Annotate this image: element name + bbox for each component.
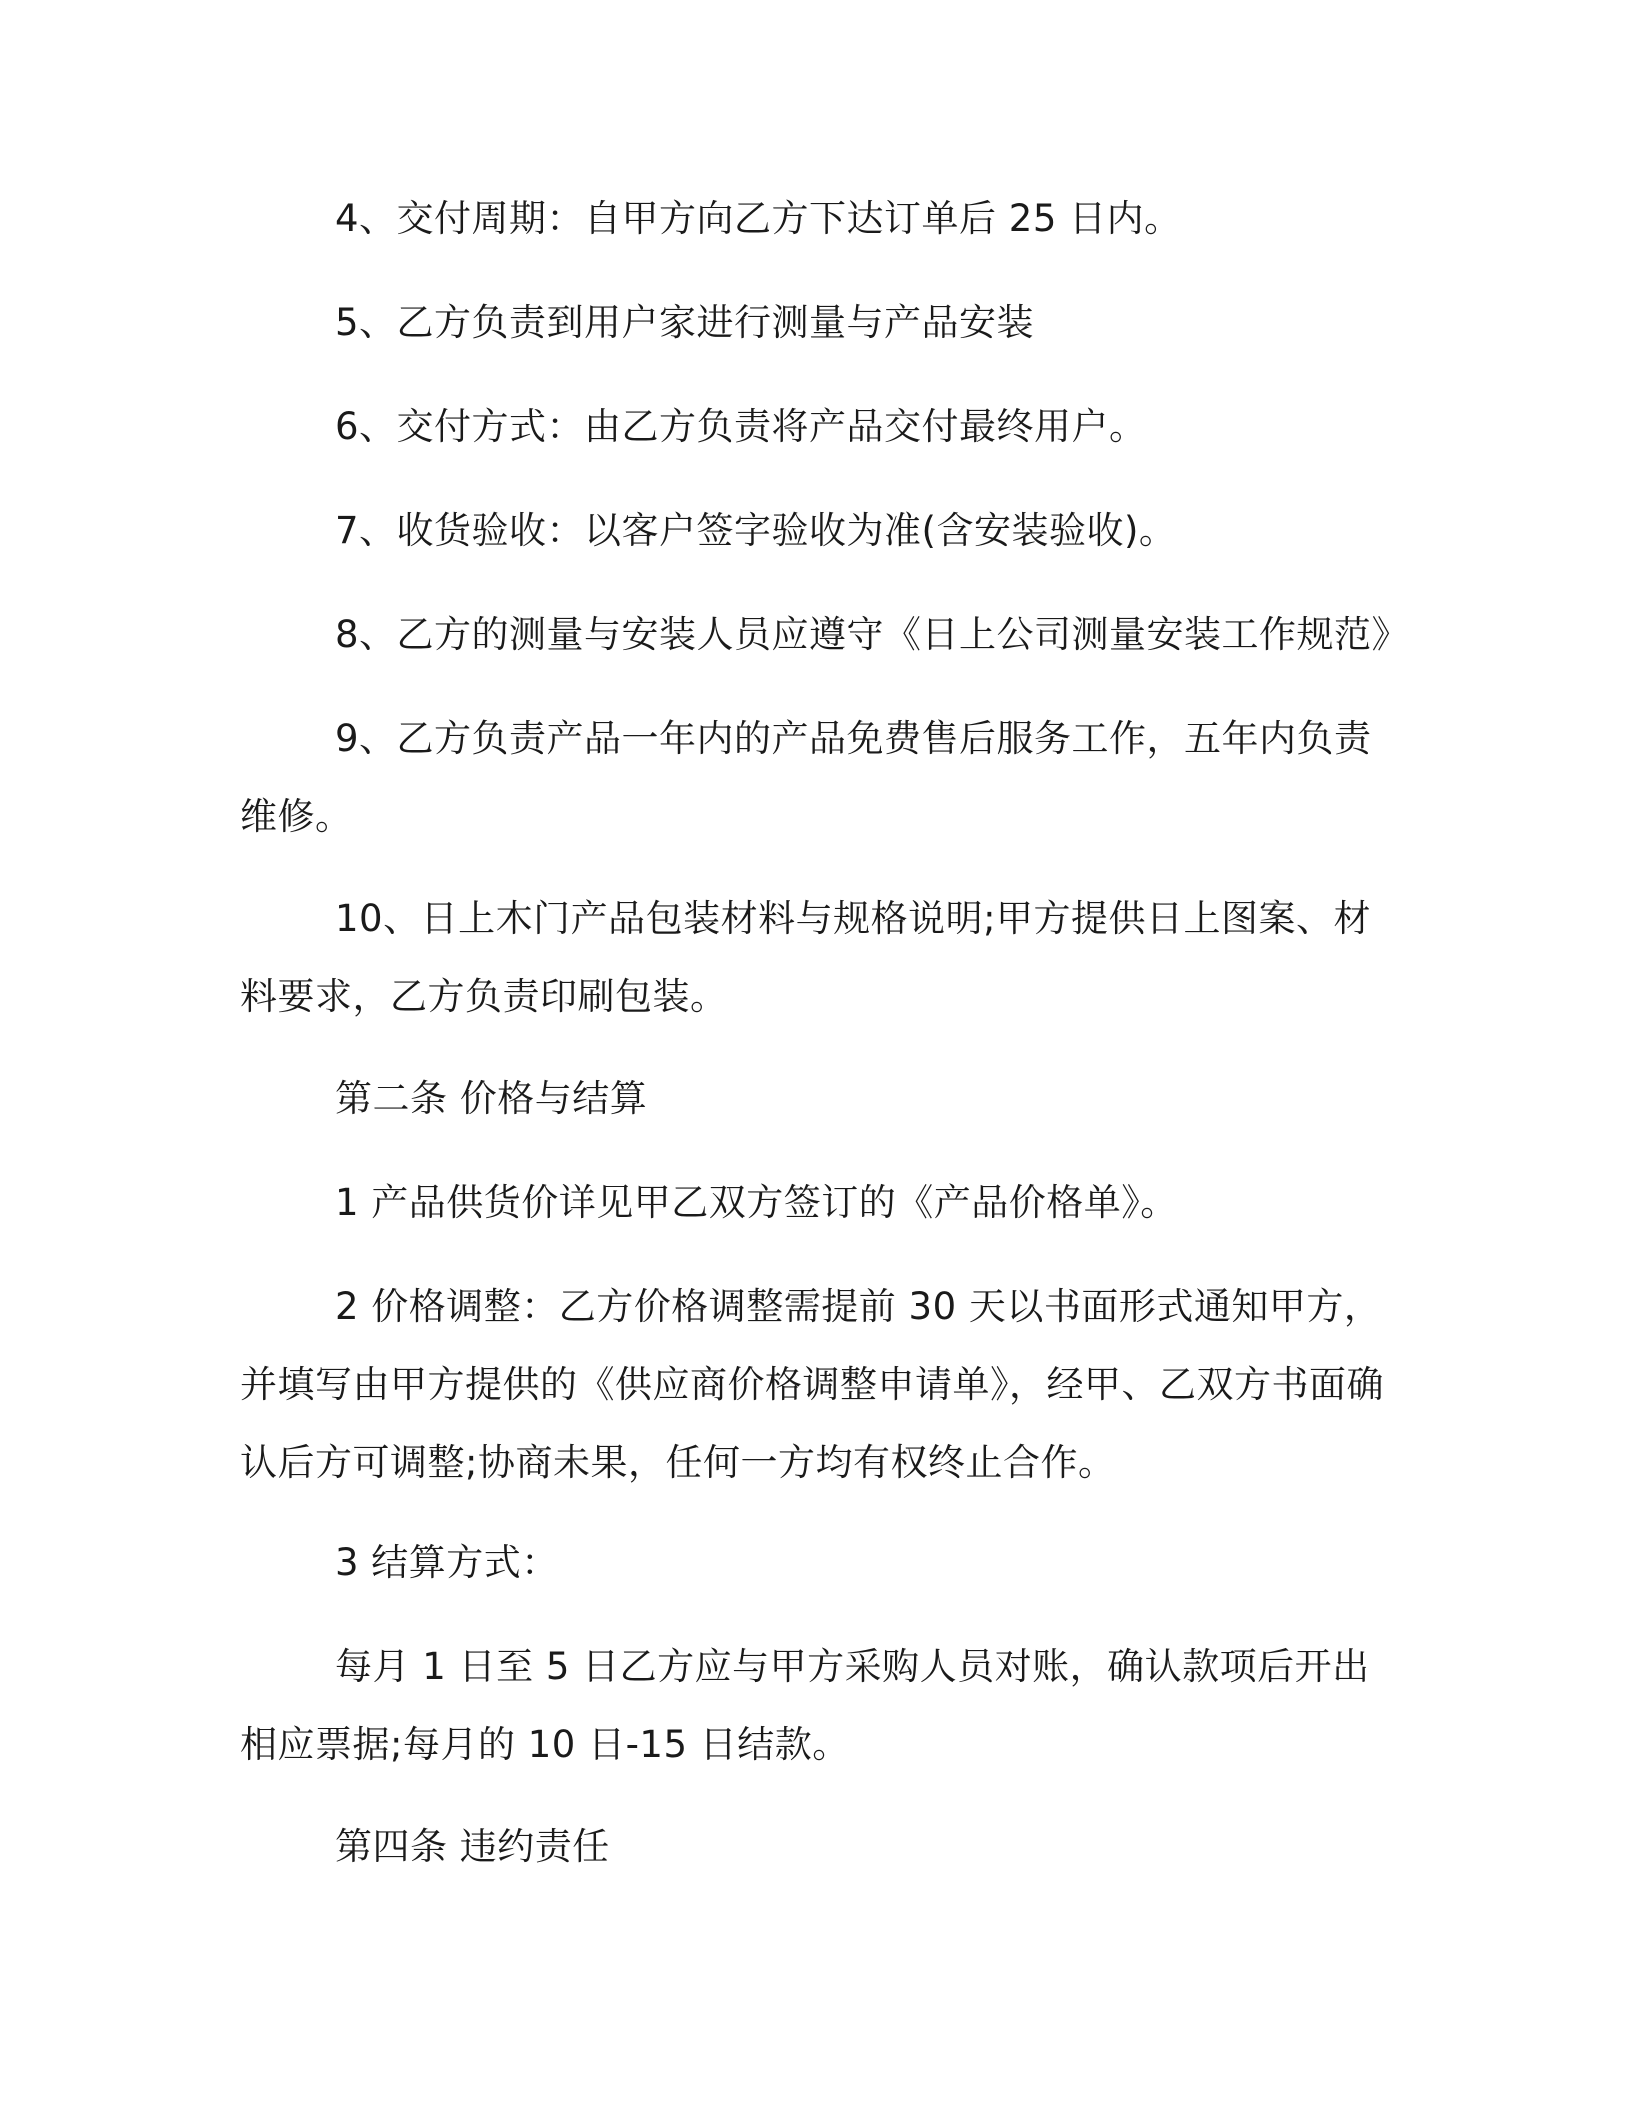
clause-price-adjustment: 2 价格调整：乙方价格调整需提前 30 天以书面形式通知甲方，并填写由甲方提供的《供应商价格调整申请单》，经甲、乙双方书面确认后方可调整;协商未果，任何一方均有权终止合作。: [240, 1285, 1384, 1484]
section-heading-liability: 第四条 违约责任: [335, 1825, 610, 1868]
clause-measurement-installation: 5、乙方负责到用户家进行测量与产品安装: [335, 301, 1035, 344]
clause-packaging: 10、日上木门产品包装材料与规格说明;甲方提供日上图案、材料要求，乙方负责印刷包装。: [240, 897, 1372, 1018]
clause-after-sales: 9、乙方负责产品一年内的产品免费售后服务工作，五年内负责维修。: [240, 717, 1372, 838]
clause-delivery-method: 6、交付方式：由乙方负责将产品交付最终用户。: [335, 405, 1147, 448]
clause-work-standard: 8、乙方的测量与安装人员应遵守《日上公司测量安装工作规范》: [335, 613, 1410, 656]
section-heading-price-settlement: 第二条 价格与结算: [335, 1077, 648, 1120]
clause-acceptance: 7、收货验收：以客户签字验收为准(含安装验收)。: [335, 509, 1177, 552]
clause-settlement-method: 3 结算方式：: [335, 1541, 559, 1584]
clause-reconciliation: 每月 1 日至 5 日乙方应与甲方采购人员对账，确认款项后开出相应票据;每月的 10 日-15 日结款。: [240, 1645, 1370, 1766]
clause-delivery-period: 4、交付周期：自甲方向乙方下达订单后 25 日内。: [335, 197, 1182, 240]
clause-supply-price: 1 产品供货价详见甲乙双方签订的《产品价格单》。: [335, 1181, 1178, 1224]
